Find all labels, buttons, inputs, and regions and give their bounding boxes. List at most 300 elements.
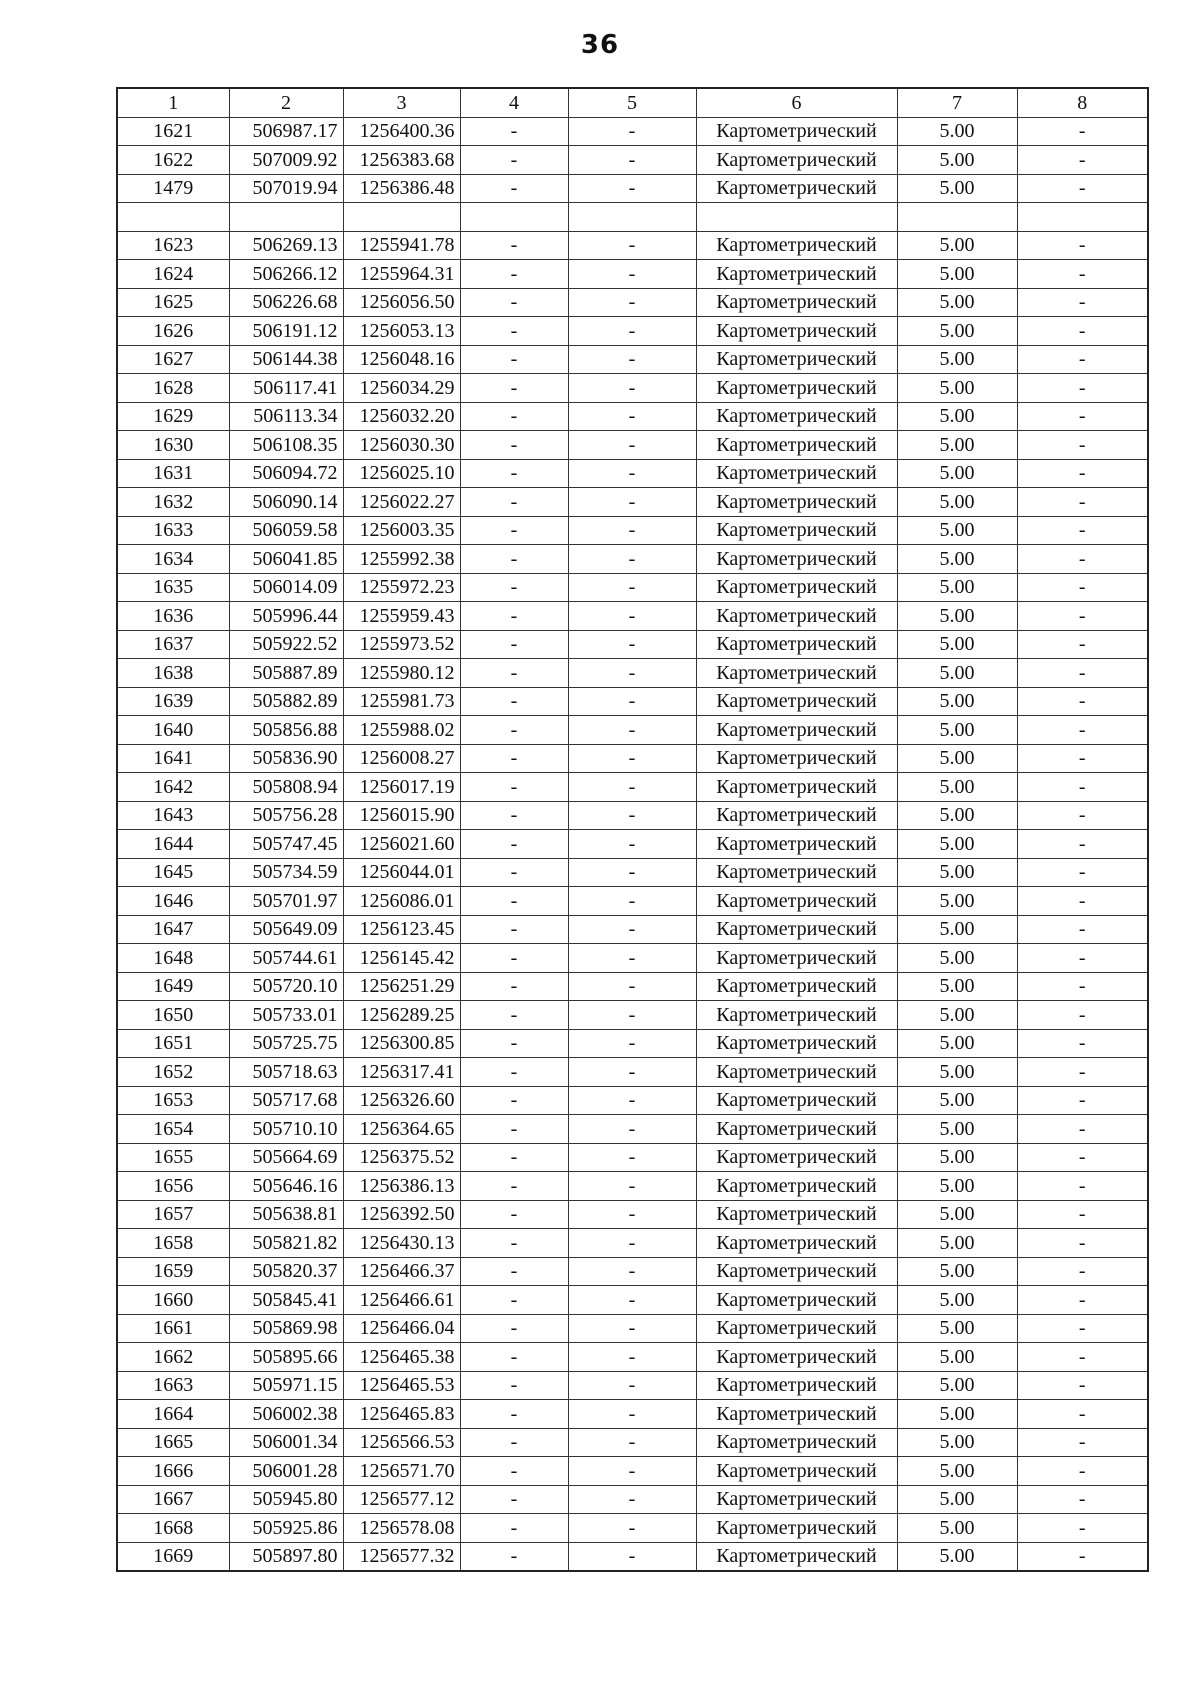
cell-col-5: - [568,659,696,688]
cell-point-number: 1646 [117,887,229,916]
table-row [117,203,1148,232]
cell-method: Картометрический [696,1257,897,1286]
cell-x-coordinate: 505638.81 [229,1200,343,1229]
cell-accuracy: 5.00 [897,1086,1017,1115]
cell-method: Картометрический [696,1457,897,1486]
cell-method: Картометрический [696,630,897,659]
table-header-row [117,88,1148,117]
cell-method: Картометрический [696,260,897,289]
cell-accuracy: 5.00 [897,1115,1017,1144]
cell-point-number: 1625 [117,288,229,317]
cell-col-5: - [568,1229,696,1258]
cell-col-8: - [1017,1428,1148,1457]
cell-col-4: - [460,858,568,887]
cell-col-5: - [568,573,696,602]
cell-x-coordinate: 505971.15 [229,1371,343,1400]
cell-col-8: - [1017,1343,1148,1372]
cell-col-5: - [568,630,696,659]
cell-col-8: - [1017,944,1148,973]
cell-method: Картометрический [696,1115,897,1144]
cell-accuracy: 5.00 [897,488,1017,517]
cell-col-4: - [460,1457,568,1486]
cell-accuracy: 5.00 [897,1029,1017,1058]
table-row [117,915,1148,944]
cell-y-coordinate: 1256466.37 [343,1257,460,1286]
table-row [117,716,1148,745]
cell-accuracy: 5.00 [897,1485,1017,1514]
cell-x-coordinate: 505845.41 [229,1286,343,1315]
cell-col-5: - [568,744,696,773]
cell-method: Картометрический [696,687,897,716]
cell-col-5: - [568,1257,696,1286]
cell-accuracy: 5.00 [897,1257,1017,1286]
cell-col-5: - [568,858,696,887]
cell-x-coordinate: 505821.82 [229,1229,343,1258]
cell-method: Картометрический [696,915,897,944]
cell-y-coordinate: 1256466.04 [343,1314,460,1343]
cell-col-8: - [1017,573,1148,602]
cell-point-number: 1621 [117,117,229,146]
cell-accuracy: 5.00 [897,1514,1017,1543]
cell-col-5: - [568,231,696,260]
cell-col-4: - [460,1172,568,1201]
cell-y-coordinate: 1256577.32 [343,1542,460,1571]
cell-accuracy: 5.00 [897,659,1017,688]
cell-accuracy: 5.00 [897,146,1017,175]
cell-y-coordinate: 1256034.29 [343,374,460,403]
cell-col-5: - [568,1343,696,1372]
cell-col-5: - [568,146,696,175]
cell-y-coordinate: 1255980.12 [343,659,460,688]
cell-col-8: - [1017,687,1148,716]
cell-col-4: - [460,1343,568,1372]
cell-col-4: - [460,1143,568,1172]
cell-method: Картометрический [696,459,897,488]
cell-point-number: 1635 [117,573,229,602]
cell-col-4: - [460,1257,568,1286]
cell-x-coordinate: 506001.34 [229,1428,343,1457]
table-row [117,1400,1148,1429]
cell-x-coordinate [229,203,343,232]
cell-col-5: - [568,716,696,745]
cell-point-number: 1649 [117,972,229,1001]
cell-col-4: - [460,1086,568,1115]
cell-col-4: - [460,1514,568,1543]
cell-accuracy: 5.00 [897,317,1017,346]
cell-y-coordinate: 1256571.70 [343,1457,460,1486]
cell-x-coordinate: 505869.98 [229,1314,343,1343]
cell-point-number: 1638 [117,659,229,688]
cell-col-5: - [568,1457,696,1486]
cell-method: Картометрический [696,972,897,1001]
cell-method: Картометрический [696,117,897,146]
cell-col-5: - [568,1400,696,1429]
cell-point-number: 1633 [117,516,229,545]
cell-y-coordinate: 1256383.68 [343,146,460,175]
table-row [117,1371,1148,1400]
cell-x-coordinate: 505856.88 [229,716,343,745]
cell-col-4: - [460,1286,568,1315]
cell-method: Картометрический [696,345,897,374]
cell-y-coordinate: 1256032.20 [343,402,460,431]
table-row [117,317,1148,346]
cell-col-4: - [460,117,568,146]
table-row [117,1314,1148,1343]
cell-col-8: - [1017,1172,1148,1201]
cell-col-4: - [460,687,568,716]
cell-col-4: - [460,830,568,859]
cell-x-coordinate: 505925.86 [229,1514,343,1543]
cell-accuracy: 5.00 [897,231,1017,260]
cell-col-8: - [1017,1257,1148,1286]
cell-col-4: - [460,374,568,403]
cell-x-coordinate: 505720.10 [229,972,343,1001]
cell-col-8: - [1017,1200,1148,1229]
cell-method: Картометрический [696,431,897,460]
cell-y-coordinate: 1256326.60 [343,1086,460,1115]
cell-y-coordinate: 1256123.45 [343,915,460,944]
cell-y-coordinate: 1256008.27 [343,744,460,773]
table-row [117,573,1148,602]
cell-method: Картометрический [696,374,897,403]
cell-point-number: 1650 [117,1001,229,1030]
cell-y-coordinate: 1255981.73 [343,687,460,716]
cell-x-coordinate: 506191.12 [229,317,343,346]
cell-point-number: 1663 [117,1371,229,1400]
cell-accuracy: 5.00 [897,1172,1017,1201]
cell-col-8: - [1017,1001,1148,1030]
cell-method: Картометрический [696,1371,897,1400]
cell-point-number: 1631 [117,459,229,488]
cell-col-5: - [568,944,696,973]
cell-col-5: - [568,1143,696,1172]
cell-col-4: - [460,773,568,802]
cell-y-coordinate: 1256430.13 [343,1229,460,1258]
table-row [117,231,1148,260]
table-row [117,630,1148,659]
cell-accuracy: 5.00 [897,573,1017,602]
cell-point-number: 1648 [117,944,229,973]
cell-method: Картометрический [696,516,897,545]
cell-accuracy: 5.00 [897,545,1017,574]
cell-accuracy: 5.00 [897,374,1017,403]
table-row [117,944,1148,973]
cell-x-coordinate: 506266.12 [229,260,343,289]
cell-method: Картометрический [696,716,897,745]
cell-point-number: 1661 [117,1314,229,1343]
cell-accuracy: 5.00 [897,830,1017,859]
cell-x-coordinate: 506014.09 [229,573,343,602]
table-row [117,1286,1148,1315]
cell-point-number: 1642 [117,773,229,802]
cell-x-coordinate: 505820.37 [229,1257,343,1286]
cell-point-number: 1652 [117,1058,229,1087]
cell-x-coordinate: 507009.92 [229,146,343,175]
cell-accuracy: 5.00 [897,260,1017,289]
cell-col-4: - [460,402,568,431]
cell-point-number: 1657 [117,1200,229,1229]
cell-col-8: - [1017,1371,1148,1400]
cell-col-5: - [568,801,696,830]
cell-col-5: - [568,1001,696,1030]
cell-accuracy: 5.00 [897,915,1017,944]
cell-x-coordinate: 506269.13 [229,231,343,260]
cell-accuracy: 5.00 [897,1143,1017,1172]
cell-col-4: - [460,516,568,545]
cell-col-5: - [568,374,696,403]
cell-point-number: 1656 [117,1172,229,1201]
cell-col-5: - [568,1542,696,1571]
cell-method: Картометрический [696,602,897,631]
cell-col-8: - [1017,374,1148,403]
cell-method: Картометрический [696,830,897,859]
cell-col-8: - [1017,1400,1148,1429]
cell-x-coordinate: 505882.89 [229,687,343,716]
table-row [117,516,1148,545]
cell-x-coordinate: 505808.94 [229,773,343,802]
cell-col-8: - [1017,602,1148,631]
cell-col-4: - [460,801,568,830]
table-row [117,602,1148,631]
cell-y-coordinate: 1256386.48 [343,174,460,203]
cell-col-8: - [1017,146,1148,175]
cell-col-4: - [460,716,568,745]
cell-y-coordinate: 1256465.83 [343,1400,460,1429]
cell-y-coordinate: 1256251.29 [343,972,460,1001]
cell-accuracy: 5.00 [897,1314,1017,1343]
cell-col-8: - [1017,459,1148,488]
cell-accuracy: 5.00 [897,944,1017,973]
table-row [117,1514,1148,1543]
table-row [117,1143,1148,1172]
cell-x-coordinate: 505710.10 [229,1115,343,1144]
cell-col-8: - [1017,1314,1148,1343]
table-row [117,1172,1148,1201]
cell-accuracy: 5.00 [897,744,1017,773]
cell-col-4: - [460,260,568,289]
table-row [117,972,1148,1001]
cell-method: Картометрический [696,488,897,517]
table-row [117,146,1148,175]
page-number: 36 [580,30,620,60]
cell-col-8: - [1017,830,1148,859]
cell-x-coordinate: 506113.34 [229,402,343,431]
cell-x-coordinate: 505725.75 [229,1029,343,1058]
cell-point-number: 1624 [117,260,229,289]
cell-col-4: - [460,573,568,602]
cell-y-coordinate: 1256021.60 [343,830,460,859]
cell-accuracy: 5.00 [897,801,1017,830]
cell-col-8: - [1017,1286,1148,1315]
cell-accuracy: 5.00 [897,516,1017,545]
cell-x-coordinate: 505922.52 [229,630,343,659]
table-row [117,345,1148,374]
table-row [117,1086,1148,1115]
cell-col-8: - [1017,858,1148,887]
cell-method: Картометрический [696,1485,897,1514]
cell-accuracy: 5.00 [897,345,1017,374]
cell-col-4: - [460,431,568,460]
cell-method: Картометрический [696,944,897,973]
cell-y-coordinate: 1256056.50 [343,288,460,317]
table-row [117,744,1148,773]
cell-point-number: 1640 [117,716,229,745]
cell-point-number: 1655 [117,1143,229,1172]
cell-col-8: - [1017,630,1148,659]
cell-col-4: - [460,972,568,1001]
table-row [117,431,1148,460]
cell-col-5: - [568,1286,696,1315]
cell-method: Картометрический [696,1286,897,1315]
cell-accuracy: 5.00 [897,602,1017,631]
cell-col-5: - [568,317,696,346]
cell-point-number: 1634 [117,545,229,574]
cell-method: Картометрический [696,1172,897,1201]
column-header-4: 4 [460,88,568,117]
cell-x-coordinate: 505734.59 [229,858,343,887]
cell-col-4: - [460,887,568,916]
cell-point-number: 1653 [117,1086,229,1115]
cell-y-coordinate: 1256465.38 [343,1343,460,1372]
cell-method: Картометрический [696,174,897,203]
cell-accuracy: 5.00 [897,431,1017,460]
cell-y-coordinate: 1256317.41 [343,1058,460,1087]
cell-x-coordinate: 506059.58 [229,516,343,545]
cell-accuracy: 5.00 [897,1542,1017,1571]
cell-method: Картометрический [696,801,897,830]
table-body [117,117,1148,1571]
cell-y-coordinate: 1256053.13 [343,317,460,346]
cell-x-coordinate: 506041.85 [229,545,343,574]
cell-x-coordinate: 505945.80 [229,1485,343,1514]
cell-y-coordinate: 1255964.31 [343,260,460,289]
cell-y-coordinate: 1256015.90 [343,801,460,830]
cell-y-coordinate: 1256386.13 [343,1172,460,1201]
table-row [117,830,1148,859]
cell-x-coordinate: 506226.68 [229,288,343,317]
cell-method: Картометрический [696,1514,897,1543]
table-row [117,1257,1148,1286]
cell-y-coordinate: 1255988.02 [343,716,460,745]
cell-col-5: - [568,459,696,488]
cell-col-4: - [460,630,568,659]
cell-method: Картометрический [696,1314,897,1343]
cell-x-coordinate: 506987.17 [229,117,343,146]
cell-y-coordinate: 1256044.01 [343,858,460,887]
cell-point-number: 1658 [117,1229,229,1258]
cell-col-5: - [568,488,696,517]
cell-method: Картометрический [696,773,897,802]
cell-point-number: 1667 [117,1485,229,1514]
cell-col-5 [568,203,696,232]
cell-point-number: 1627 [117,345,229,374]
table-row [117,1542,1148,1571]
cell-x-coordinate: 505733.01 [229,1001,343,1030]
cell-col-4: - [460,944,568,973]
cell-y-coordinate: 1256364.65 [343,1115,460,1144]
cell-col-4: - [460,317,568,346]
cell-point-number: 1665 [117,1428,229,1457]
cell-col-5: - [568,602,696,631]
cell-x-coordinate: 505649.09 [229,915,343,944]
cell-method: Картометрический [696,317,897,346]
cell-point-number: 1641 [117,744,229,773]
cell-point-number: 1623 [117,231,229,260]
cell-point-number: 1645 [117,858,229,887]
cell-y-coordinate: 1255973.52 [343,630,460,659]
cell-col-5: - [568,687,696,716]
cell-col-8: - [1017,402,1148,431]
cell-point-number: 1660 [117,1286,229,1315]
cell-y-coordinate: 1256048.16 [343,345,460,374]
cell-method: Картометрический [696,1200,897,1229]
cell-col-8: - [1017,915,1148,944]
table-row [117,887,1148,916]
cell-col-8: - [1017,431,1148,460]
cell-x-coordinate: 507019.94 [229,174,343,203]
table-row [117,1229,1148,1258]
cell-col-4: - [460,1058,568,1087]
cell-y-coordinate: 1256375.52 [343,1143,460,1172]
cell-col-5: - [568,545,696,574]
table-row [117,1457,1148,1486]
cell-col-8: - [1017,260,1148,289]
cell-col-8: - [1017,1485,1148,1514]
cell-col-4: - [460,1029,568,1058]
cell-accuracy: 5.00 [897,1229,1017,1258]
cell-accuracy: 5.00 [897,1286,1017,1315]
cell-y-coordinate: 1256566.53 [343,1428,460,1457]
cell-method: Картометрический [696,1229,897,1258]
cell-col-8: - [1017,887,1148,916]
cell-x-coordinate: 505717.68 [229,1086,343,1115]
cell-accuracy: 5.00 [897,1001,1017,1030]
table-row [117,1343,1148,1372]
cell-x-coordinate: 506094.72 [229,459,343,488]
cell-col-8: - [1017,1115,1148,1144]
cell-col-8: - [1017,345,1148,374]
cell-accuracy: 5.00 [897,288,1017,317]
cell-col-5: - [568,288,696,317]
cell-point-number: 1664 [117,1400,229,1429]
cell-y-coordinate: 1255959.43 [343,602,460,631]
cell-accuracy: 5.00 [897,402,1017,431]
cell-y-coordinate: 1256145.42 [343,944,460,973]
cell-col-8: - [1017,744,1148,773]
cell-col-4: - [460,659,568,688]
cell-x-coordinate: 505744.61 [229,944,343,973]
cell-x-coordinate: 505747.45 [229,830,343,859]
cell-col-4: - [460,1229,568,1258]
table-row [117,260,1148,289]
cell-accuracy: 5.00 [897,1343,1017,1372]
cell-accuracy: 5.00 [897,1200,1017,1229]
cell-point-number: 1669 [117,1542,229,1571]
cell-col-5: - [568,174,696,203]
cell-accuracy [897,203,1017,232]
cell-col-4: - [460,1485,568,1514]
cell-accuracy: 5.00 [897,1371,1017,1400]
cell-accuracy: 5.00 [897,773,1017,802]
table-row [117,659,1148,688]
cell-accuracy: 5.00 [897,1457,1017,1486]
cell-col-4 [460,203,568,232]
cell-accuracy: 5.00 [897,630,1017,659]
cell-col-8: - [1017,1058,1148,1087]
cell-col-5: - [568,1029,696,1058]
cell-y-coordinate: 1255941.78 [343,231,460,260]
cell-point-number: 1630 [117,431,229,460]
